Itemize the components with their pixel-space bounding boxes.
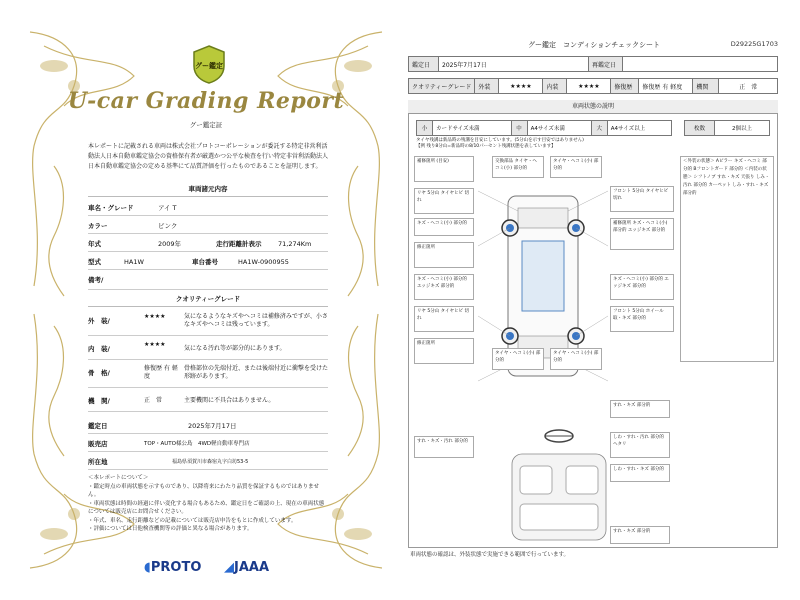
count-table bbox=[684, 120, 770, 136]
quality-interior-label: 内 装/ bbox=[88, 345, 110, 353]
callout: 修正箇所 bbox=[414, 242, 474, 268]
quality-row-engine bbox=[88, 390, 328, 412]
remarks-row bbox=[88, 272, 328, 290]
sheet-engine-value: 正 常 bbox=[719, 79, 778, 94]
sheet-exterior-label: 外装 bbox=[475, 79, 499, 94]
goo-appraisal-seal bbox=[192, 44, 226, 84]
vehicle-name-label: 車名・グレード bbox=[88, 204, 134, 212]
quality-frame-label: 骨 格/ bbox=[88, 369, 110, 377]
shop-value: TOP・AUTO様公島 4WD軽自動車専門店 bbox=[144, 441, 250, 447]
sheet-exterior-value: ★★★★ bbox=[499, 79, 543, 94]
chassis-value: HA1W-0900955 bbox=[238, 258, 289, 266]
callout: すれ・キズ 部分的 bbox=[610, 526, 670, 544]
quality-row-exterior bbox=[88, 310, 328, 336]
condition-section-title: 車両状態の説明 bbox=[408, 100, 778, 114]
sheet-title: グー鑑定 コンディションチェックシート bbox=[527, 41, 661, 49]
sheet-interior-label: 内装 bbox=[543, 79, 567, 94]
certificate-subtitle: グー鑑定証 bbox=[189, 121, 223, 129]
quality-frame-text: 骨格部位の先端付近、または後端付近に衝撃を受けた形跡があります。 bbox=[184, 365, 329, 380]
callout: キズ・ヘコミ(小) 部分的 bbox=[414, 218, 474, 236]
quality-exterior-text: 気になるようなキズやヘコミは補修済みですが、小さなキズやヘコミは残っています。 bbox=[184, 313, 328, 328]
sheet-frame-label: 修復歴 bbox=[611, 79, 639, 94]
quality-interior-text: 気になる汚れ等が部分的にあります。 bbox=[184, 345, 286, 352]
count-value: 2個以上 bbox=[715, 121, 770, 136]
callout: タイヤ・ヘコミ(小) 部分的 bbox=[550, 156, 602, 178]
certificate-title: U-car Grading Report bbox=[67, 88, 345, 114]
quality-grade-table bbox=[408, 78, 778, 94]
sheet-date-label: 鑑定日 bbox=[409, 57, 439, 72]
quality-frame-value: 修復歴 有 軽度 bbox=[144, 365, 178, 380]
chassis-label: 車台番号 bbox=[192, 258, 218, 266]
quality-engine-text: 主要機関に不具合はありません。 bbox=[184, 397, 275, 404]
callout: フロント 5分山 タイヤヒビ 切れ bbox=[610, 186, 674, 212]
sheet-frame-value: 修復歴 有 軽度 bbox=[639, 79, 693, 94]
jaaa-mark-icon: ◢ bbox=[224, 560, 234, 575]
quality-engine-value: 正 常 bbox=[144, 397, 163, 404]
proto-logo bbox=[144, 560, 201, 575]
appraisal-date-value: 2025年7月17日 bbox=[188, 422, 237, 430]
model-label: 型式 bbox=[88, 258, 101, 266]
vehicle-section-heading: 車両諸元内容 bbox=[88, 182, 328, 197]
size-medium-text: A4サイズ未満 bbox=[527, 121, 591, 136]
callout: 補修箇所 キズ・ヘコミ(小) 部分的 エッジキズ 部分的 bbox=[610, 218, 674, 250]
year-label: 年式 bbox=[88, 240, 101, 248]
year-mileage-row bbox=[88, 236, 328, 252]
quality-exterior-stars: ★★★★ bbox=[144, 313, 166, 320]
callout: リヤ 5分山 タイヤヒビ 切れ bbox=[414, 188, 474, 214]
callout: しわ・すれ・キズ 部分的 bbox=[610, 464, 670, 482]
color-label: カラー bbox=[88, 222, 108, 230]
size-medium-label: 中 bbox=[511, 121, 527, 136]
interior-diagram bbox=[504, 426, 614, 544]
year-value: 2009年 bbox=[158, 240, 182, 248]
size-large-text: A4サイズ以上 bbox=[607, 121, 671, 136]
callout: リヤ 5分山 タイヤヒビ 切れ bbox=[414, 306, 474, 332]
callout: フロント 5分山 ホイール取・キズ 部分的 bbox=[610, 306, 674, 332]
model-chassis-row bbox=[88, 254, 328, 270]
callout: しわ・すれ・汚れ 部分的 ヘタリ bbox=[610, 432, 670, 458]
callout: キズ・ヘコミ(小) 部分的 エッジキズ 部分的 bbox=[610, 274, 674, 300]
jaaa-logo-text: JAAA bbox=[234, 560, 270, 575]
condition-legend: ＜外装の状態＞ Aピラー キズ・ヘコミ 部分的 Bフロントガード 部分的 ＜内装の状態＞ シフトノブ すれ・キズ 天張り しみ・汚れ 部分的 カーペット しみ・すれ・キズ 部分的 bbox=[680, 156, 774, 362]
certificate-intro: 本レポートに記載される車両は株式会社プロトコーポレーションが委託する特定非営利活動法人日本自動車鑑定協会の資格保有者が厳選かつ公平な検査を行い特定非営利活動法人日本自動車鑑定協会の定める基準にて品質評価を行ったものであることを証明します。 bbox=[88, 143, 329, 170]
count-label: 枚数 bbox=[685, 121, 715, 136]
callout: 補修箇所 (目安) bbox=[414, 156, 474, 182]
note-item: ・鑑定時点の車両状態を示すものであり、以降将来にわたり品質を保証するものではありません。 bbox=[88, 483, 320, 498]
color-value: ピンク bbox=[158, 222, 178, 230]
appraisal-date-label: 鑑定日 bbox=[88, 422, 108, 430]
callout: 交換部品 タイヤ・ヘコミ(小) 部分的 bbox=[492, 156, 544, 178]
sheet-redate-label: 再鑑定日 bbox=[589, 57, 623, 72]
address-value: 福島県須賀川市森宿丸字白坊53-5 bbox=[172, 459, 249, 465]
seal-text: グー鑑定 bbox=[195, 62, 223, 70]
sheet-interior-value: ★★★★ bbox=[567, 79, 611, 94]
grading-certificate bbox=[24, 26, 388, 574]
note-item: ・車両状態は時間の経過に伴い変化する場合もあるため、鑑定日をご確認の上、現在の車両状態については販売店にお問合せください。 bbox=[88, 500, 325, 515]
report-notes bbox=[88, 474, 328, 534]
sheet-engine-label: 機関 bbox=[693, 79, 719, 94]
quality-engine-label: 機 関/ bbox=[88, 397, 110, 405]
shop-label: 販売店 bbox=[88, 440, 108, 448]
size-legend-table bbox=[416, 120, 672, 136]
callout: すれ・キズ・汚れ 部分的 bbox=[414, 436, 474, 458]
note-item: ・評価については日他検査機関等の評価と異なる場合があります。 bbox=[88, 526, 253, 532]
vehicle-name-row bbox=[88, 200, 328, 216]
callout: タイヤ・ヘコミ(小) 部分的 bbox=[550, 348, 602, 370]
sheet-date-value: 2025年7月17日 bbox=[439, 57, 589, 72]
proto-logo-text: PROTO bbox=[150, 560, 202, 575]
condition-check-sheet bbox=[408, 36, 780, 562]
address-row bbox=[88, 454, 328, 470]
size-small-label: 小 bbox=[417, 121, 433, 136]
document-number: D29225G1703 bbox=[730, 40, 778, 48]
note-item: ・年式、車名、走行距離などの記載については販売店申告をもとに作成しています。 bbox=[88, 517, 297, 524]
quality-exterior-label: 外 装/ bbox=[88, 317, 110, 325]
size-large-label: 大 bbox=[591, 121, 607, 136]
mileage-value: 71,274Km bbox=[278, 240, 312, 248]
appraisal-date-table bbox=[408, 56, 778, 72]
mileage-label: 走行距離計表示 bbox=[216, 240, 262, 248]
tire-note-line-1: タイヤ残溝は新品時の残溝を目安にしています。(5分山を示す目安ではありません) bbox=[416, 138, 584, 143]
jaaa-logo bbox=[224, 560, 269, 575]
color-row bbox=[88, 218, 328, 234]
tire-note bbox=[416, 138, 706, 150]
callout: すれ・キズ 部分的 bbox=[610, 400, 670, 418]
shop-row bbox=[88, 436, 328, 452]
vehicle-name-value: アイ T bbox=[158, 204, 177, 212]
appraisal-date-row bbox=[88, 418, 328, 434]
sheet-quality-label: クオリティーグレード bbox=[409, 79, 475, 94]
quality-row-interior bbox=[88, 338, 328, 360]
callout: キズ・ヘコミ(小) 部分的 エッジキズ 部分的 bbox=[414, 274, 474, 300]
tire-note-line-2: 【例 残り8分山=新品時の8/10パーセント残溝状態を表しています】 bbox=[416, 144, 556, 149]
remarks-label: 備考/ bbox=[88, 276, 104, 284]
sheet-footer-note: 車両状態の確認は、外装状態で実施できる範囲で行っています。 bbox=[410, 552, 570, 558]
logo-bar bbox=[24, 560, 388, 576]
quality-row-frame bbox=[88, 362, 328, 388]
notes-title: ＜本レポートについて＞ bbox=[88, 475, 149, 481]
model-value: HA1W bbox=[124, 258, 144, 266]
callout: 修正箇所 bbox=[414, 338, 474, 364]
proto-mark-icon: ◖ bbox=[144, 560, 151, 575]
size-small-text: カードサイズ未満 bbox=[433, 121, 512, 136]
quality-interior-stars: ★★★★ bbox=[144, 341, 166, 348]
address-label: 所在地 bbox=[88, 458, 108, 466]
callout: タイヤ・ヘコミ(小) 部分的 bbox=[492, 348, 544, 370]
quality-section-heading: クオリティーグレード bbox=[88, 292, 328, 307]
sheet-redate-value bbox=[623, 57, 778, 72]
